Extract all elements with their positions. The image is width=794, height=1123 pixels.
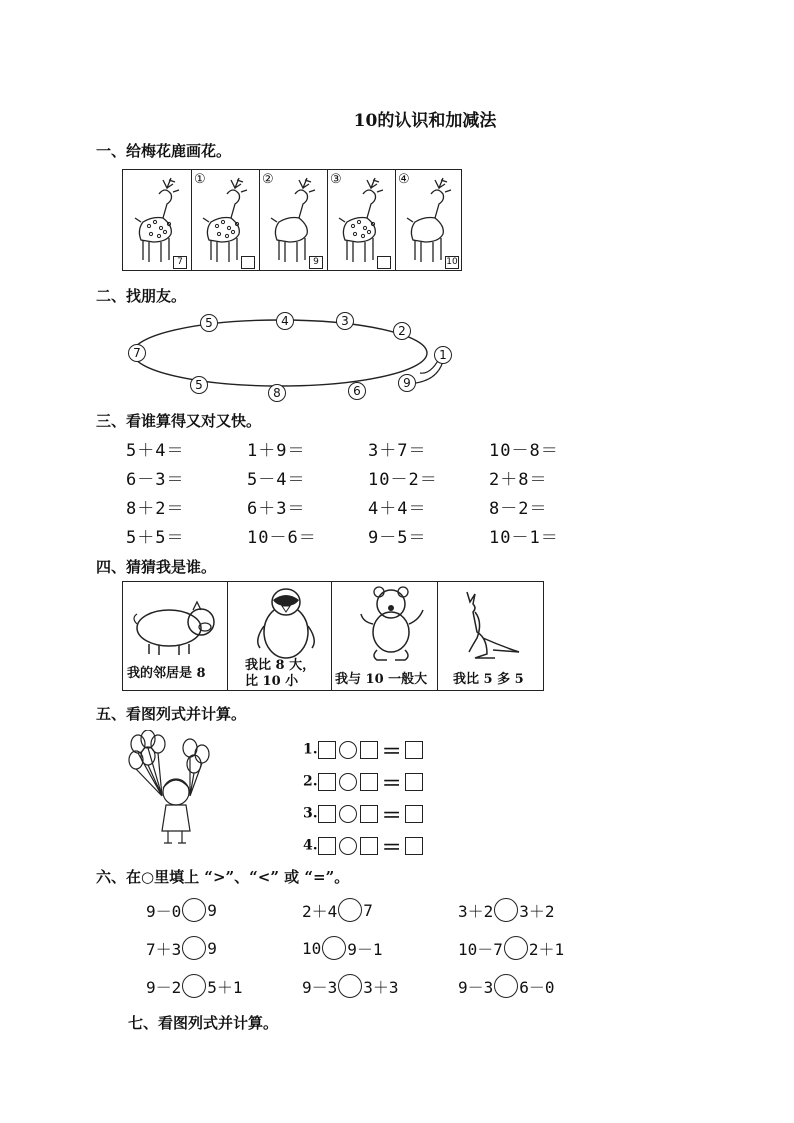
compare-right: 9 xyxy=(207,938,217,958)
calc-item: 8＋2＝ xyxy=(126,499,185,519)
deer-strip xyxy=(122,169,462,271)
compare-right: 9－1 xyxy=(347,939,383,959)
equation-row xyxy=(303,767,426,796)
compare-circle[interactable] xyxy=(494,974,518,998)
deer-card-label: ① xyxy=(194,172,206,187)
calc-item: 2＋8＝ xyxy=(489,470,548,490)
guess-caption-3 xyxy=(335,672,441,688)
deer-answer-box[interactable]: 9 xyxy=(309,256,323,269)
blank-square[interactable] xyxy=(360,773,378,791)
calc-item: 10－2＝ xyxy=(368,470,438,490)
calc-item: 10－1＝ xyxy=(489,528,559,548)
kangaroo-image xyxy=(453,588,533,662)
deer-answer-box[interactable] xyxy=(241,256,255,269)
blank-circle[interactable] xyxy=(339,837,357,855)
compare-item xyxy=(302,936,383,960)
compare-item xyxy=(146,936,217,960)
q5-heading: 五、看图列式并计算。 xyxy=(96,705,247,723)
friend-number: 1 xyxy=(434,346,452,364)
deer-card-label: ③ xyxy=(330,172,342,187)
calc-item: 8－2＝ xyxy=(489,499,548,519)
compare-left: 9－2 xyxy=(146,977,182,997)
compare-left: 9－0 xyxy=(146,901,182,921)
compare-right: 6－0 xyxy=(519,977,555,997)
compare-circle[interactable] xyxy=(338,974,362,998)
compare-circle[interactable] xyxy=(322,936,346,960)
compare-left: 2＋4 xyxy=(302,901,338,921)
q4-heading: 四、猜猜我是谁。 xyxy=(96,558,217,576)
q2-heading: 二、找朋友。 xyxy=(96,287,187,305)
blank-circle[interactable] xyxy=(339,741,357,759)
friend-number: 3 xyxy=(336,312,354,330)
compare-left: 9－3 xyxy=(302,977,338,997)
blank-square[interactable] xyxy=(360,837,378,855)
deer-card-label: ② xyxy=(262,172,274,187)
compare-item xyxy=(458,898,555,922)
deer-image xyxy=(129,174,183,264)
row-number: 4. xyxy=(303,837,318,854)
calc-item: 5＋4＝ xyxy=(126,441,185,461)
q3-heading: 三、看谁算得又对又快。 xyxy=(96,412,262,430)
compare-item xyxy=(302,898,373,922)
deer-cell-divider xyxy=(327,170,328,270)
calc-item: 5－4＝ xyxy=(247,470,306,490)
row-number: 1. xyxy=(303,741,318,758)
deer-image xyxy=(401,174,455,264)
friend-number: 4 xyxy=(276,312,294,330)
equals-sign: ＝ xyxy=(381,771,402,795)
blank-square[interactable] xyxy=(318,837,336,855)
guess-strip xyxy=(122,581,544,691)
deer-cell-divider xyxy=(395,170,396,270)
compare-left: 3＋2 xyxy=(458,901,494,921)
compare-right: 9 xyxy=(207,900,217,920)
deer-image xyxy=(265,174,319,264)
caption-line: 我比 5 多 5 xyxy=(453,672,524,687)
compare-right: 2＋1 xyxy=(528,939,565,959)
caption-line: 比 10 小 xyxy=(245,674,299,689)
caption-line: 我的邻居是 8 xyxy=(127,666,206,681)
friend-number: 2 xyxy=(393,322,411,340)
compare-circle[interactable] xyxy=(504,936,528,960)
q1-heading: 一、给梅花鹿画花。 xyxy=(96,142,232,160)
answer-square[interactable] xyxy=(405,773,423,791)
calc-item: 6－3＝ xyxy=(126,470,185,490)
equals-sign: ＝ xyxy=(381,739,402,763)
friend-number: 5 xyxy=(200,314,218,332)
deer-image xyxy=(333,174,387,264)
compare-right: 3＋3 xyxy=(363,977,399,997)
compare-left: 10－7 xyxy=(458,939,503,959)
deer-cell-divider xyxy=(259,170,260,270)
penguin-image xyxy=(251,586,321,660)
calc-item: 10－8＝ xyxy=(489,441,559,461)
deer-cell-divider xyxy=(191,170,192,270)
blank-square[interactable] xyxy=(318,741,336,759)
compare-item xyxy=(146,974,243,998)
blank-circle[interactable] xyxy=(339,805,357,823)
row-number: 2. xyxy=(303,773,318,790)
compare-circle[interactable] xyxy=(494,898,518,922)
page-title: 10的认识和加减法 xyxy=(353,111,497,131)
calc-item: 9－5＝ xyxy=(368,528,427,548)
compare-circle[interactable] xyxy=(182,898,206,922)
blank-square[interactable] xyxy=(360,741,378,759)
guess-caption-2 xyxy=(245,658,335,690)
answer-square[interactable] xyxy=(405,741,423,759)
blank-square[interactable] xyxy=(360,805,378,823)
equals-sign: ＝ xyxy=(381,803,402,827)
row-number: 3. xyxy=(303,805,318,822)
deer-card-label: ④ xyxy=(398,172,410,187)
calc-item: 5＋5＝ xyxy=(126,528,185,548)
guess-caption-1 xyxy=(127,666,227,682)
equation-row xyxy=(303,799,426,828)
compare-right: 3＋2 xyxy=(519,901,555,921)
caption-line: 我比 8 大， xyxy=(245,658,316,673)
compare-circle[interactable] xyxy=(182,974,206,998)
pig-image xyxy=(129,592,225,662)
bear-image xyxy=(355,586,433,666)
compare-right: 7 xyxy=(363,900,373,920)
caption-line: 我与 10 一般大 xyxy=(335,672,428,687)
guess-caption-4 xyxy=(453,672,543,688)
deer-answer-box[interactable]: 10 xyxy=(446,257,458,267)
compare-item xyxy=(302,974,399,998)
blank-square[interactable] xyxy=(318,773,336,791)
equals-sign: ＝ xyxy=(381,835,402,859)
answer-square[interactable] xyxy=(405,805,423,823)
blank-circle[interactable] xyxy=(339,773,357,791)
compare-item xyxy=(146,898,217,922)
friend-number: 9 xyxy=(398,374,416,392)
deer-answer-box[interactable]: 7 xyxy=(173,256,187,269)
equation-row xyxy=(303,735,426,764)
friend-number: 6 xyxy=(348,382,366,400)
calc-item: 3＋7＝ xyxy=(368,441,427,461)
deer-image xyxy=(197,174,251,264)
friend-number: 8 xyxy=(268,384,286,402)
calc-item: 4＋4＝ xyxy=(368,499,427,519)
calc-item: 1＋9＝ xyxy=(247,441,306,461)
compare-circle[interactable] xyxy=(338,898,362,922)
calc-item: 10－6＝ xyxy=(247,528,317,548)
q7-heading: 七、看图列式并计算。 xyxy=(128,1014,279,1032)
compare-circle[interactable] xyxy=(182,936,206,960)
deer-answer-box[interactable] xyxy=(377,256,391,269)
compare-right: 5＋1 xyxy=(207,977,243,997)
calc-item: 6＋3＝ xyxy=(247,499,306,519)
compare-left: 10 xyxy=(302,938,322,958)
compare-item xyxy=(458,936,564,960)
compare-item xyxy=(458,974,555,998)
friend-number: 5 xyxy=(190,376,208,394)
compare-left: 7＋3 xyxy=(146,939,182,959)
balloon-child-image xyxy=(124,730,214,850)
answer-square[interactable] xyxy=(405,837,423,855)
q6-heading: 六、在○里填上 “>”、“<” 或 “=”。 xyxy=(96,868,350,886)
equation-row xyxy=(303,831,426,860)
blank-square[interactable] xyxy=(318,805,336,823)
compare-left: 9－3 xyxy=(458,977,494,997)
friend-number: 7 xyxy=(128,344,146,362)
